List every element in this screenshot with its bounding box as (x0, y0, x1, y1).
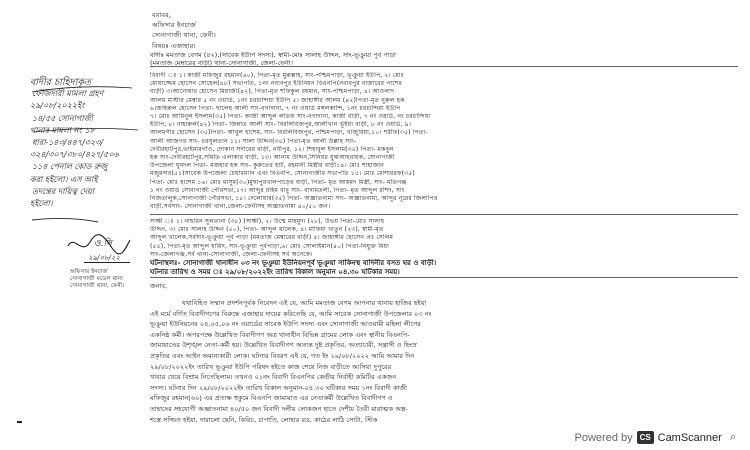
accused-line: পিতা- মোঃ হাশেম ১৬। মোঃ মাসুম(৩০)মুছাপুরখালপাড়ের বাড়ী, পিতা- মৃত আহমদ মিস্ত্রী, সাং- মতিগঞ্জ (150, 178, 407, 186)
body-text-line: প্রকৃতির এবং আইন অমান্যকারী লোক। ঘটনার বিবরণ এই যে, গত ইং ২৯/০৮/২০২২ আমি আমার দিন (150, 352, 415, 360)
camscanner-footer (575, 431, 736, 444)
section-divider (150, 277, 738, 278)
handwriting-strokes (28, 70, 148, 240)
body-text-line: ২৯/০৮/২০২২ইং তারিখ ভূঞুয়া ইউপি পরিষদ হইতে কাজ শেষে নিজ বাড়ীতে আসিয়া দুপুরের (150, 362, 392, 371)
signature-date: ২৯/০৮/২২ (88, 254, 121, 262)
complainant-line: বাদীঃ মমতাজ বেগম (৪২),(সাবেক ইউপি সদস্য), স্বামী-মোঃ সালাহ উদ্দিন, সাং-ভূঞুয়া পূর্ব পাড়া (150, 52, 396, 59)
accused-line: আলী আজগর সাং- চরসুলতান ১১। সালা উদ্দিন(৩৫) পিতা-মৃত আলী উল্লাহ সাং- (150, 137, 357, 145)
section-divider (150, 66, 738, 67)
handwritten-note-line: থানার মামলা নং ১৮ (30, 125, 95, 135)
accused-line: হক সাং-দেবীরহাটপুর,সমিতি এলাকার বাড়ী, ১৩। আনাম উদ্দিন,সিনিয়র যুগ্মআহবায়ক, সোনাগাজী (150, 154, 395, 161)
accused-line: বাড়ী) ৩।আনোয়ার হোসেন মিয়াজী(৪২), পিতা-মৃত শফিকুল রহমান, সাং-পশ্চিমপাড়া, ৪। আওলাদ (150, 88, 395, 96)
camscanner-brand: CamScanner (657, 431, 722, 444)
body-text-line: মফিজুর রহমান(৬০) এর প্রত্যক্ষ হুকুমে বিএনপি জামায়াত এর নেতাকর্মী উল্লেখিত বিবাদীগণ ও (150, 394, 393, 403)
complainant-line: (মমতাজ মেম্বারের বাড়ী) থানা-সোনাগাজী, জেলা-ফেনী। (150, 60, 293, 67)
body-text-line: একনিষ্ঠ কর্মী। অপরপক্ষে উল্লেখিত বিবাদীগণ অত্র থানাধীন বিভিন্ন গ্রামের লোক এবং স্থানীয় বিএনপি- (150, 330, 410, 339)
body-text-line: এই মর্মে বর্ণিত বিবাদীগণের বিরুদ্ধে এজাহার দায়ের করিতেছি যে, আমি সাবেক সোনাগাজী উপজেলার ০৩ নং (150, 309, 432, 318)
witness-line: (৫৫), পিতা-মৃত আব্দুল হামিদ, সাং-ভূঞুয়া পূর্বপাড়া,৬। মোঃ সোলাইমান(৪০) পিতা-নিযুক্ত মিয়া (150, 242, 390, 250)
magnifier-icon: ⌕ (729, 431, 736, 443)
witness-line: উদ্দিন, ৩। মোঃ সালাহ উদ্দিন (৫০), পিতা- আব্দুল মালেক, ৪। মাফিয়া খাতুন (২৩), স্বামী-মৃত (150, 226, 384, 234)
accused-line: আলম মাস্টার মেম্বার ৫ নং ওয়ার্ড, ১নং চরচান্দিয়া ইউপি ৫। জাহাঙ্গীর আলম (৪২)পিতা-মৃত নুরুল হক (150, 96, 405, 104)
witness-line: সাক্ষী ঃ ১। নাছরিন সুলতানা (৩৮) (সাক্ষী), ২। উম্মে মাহমুদা (২৮), উভয় পিতা-মোঃ সালাহ (150, 218, 385, 225)
subject-line: বিষয়ঃ এজাহার। (152, 42, 196, 50)
accused-line: বিবাদী ঃ ১। কাজী মফিজুর রহমান(৬০), পিতা-মৃত মুরুল্লাহ, সাং-পশ্চিমপাড়া, ভূঞুয়া ইউপি, ২। মোঃ (150, 72, 405, 79)
witness-line: সাং-জেলাগঞ্জ,সর্ব থানা-সোনাগাজী, জেলা-ফেনীসহ সর্ব অনেকে। (150, 250, 313, 258)
handwritten-note-line: তদন্তের দায়িত্ব দেয়া (32, 186, 95, 196)
handwritten-note-line: ৩২৪/৩০৭/৩৮০/৪২৭/৫০৬ (30, 150, 119, 160)
handwritten-note-line: হইলো। (30, 199, 53, 208)
accused-line: মোয়াজ্জেম হোসেন সোহেল(৪৮) সভাপতি, ১নং নবাবপুর ইউনিয়ন বিএনপি(নবাবপুর বাজারের পাশের (150, 80, 403, 88)
handwritten-note-line: করা হইলো। এস আই (30, 174, 98, 184)
camscanner-logo-icon: CS (637, 431, 654, 444)
body-text-line: ভূঞুয়া ইউনিয়নের ০৪,০৫,০৬ নং ওয়ার্ডের সাবেক ইউপি সদস্য এবং সোনাগাজী আওয়ামী মহিলা লীগের (150, 320, 421, 329)
addressee-line: বরাবর, (152, 11, 172, 19)
body-text-line: তাহাদের সহযোগী অজ্ঞাতনামা ৪০/৫০ জন বিবাদী দলীয় লোকজন হাতে দেশীয় তৈরী মারাত্মক অস্ত্র- (150, 405, 408, 413)
body-text-line: সদস্য। ঘটনার দিন ২৯/০৮/২০২২ইং তারিখ বিকাল অনুমান-০৪.৩০ ঘটিকার সময় ১নং বিবাদী কাজী (150, 383, 408, 392)
witness-line: আব্দুল খালেক,সর্বসাং-ভূঞুয়া পূর্ব পাড়া (মমতাজ মেম্বারের বাড়ী) ৫। জাহাঙ্গীর হোসেন প্রঃ সেলিম (150, 234, 394, 242)
incident-time: ঘটনার তারিখ ও সময় ঃ ২৯/০৮/২০২২ইং তারিখ বিকাল অনুমান ০৪.৩০ ঘটিকার সময়। (150, 268, 400, 276)
handwritten-note-line: ২৯/০৮/২০২২ইং (30, 101, 85, 111)
body-text-line: শস্ত্রে সজ্জিত হইয়া, দারালো ছেনি, কিরিচ, চাপাতি, লোহার রড, কাঠের লাঠি সোটা, স্টিক (150, 415, 378, 424)
accused-line: বাড়ী,সর্বসাং- সোনাগাজী থানা,জেলা-ফেনীসহ অজ্ঞাতনামা ৪০/৫০ জন। (150, 203, 331, 211)
stamp-line: অফিসার ইনচার্জ (70, 269, 108, 275)
accused-line: ৬।জহিরুল হোসেন পিতা- ছালেহ আলী সাং-বগাদানা, ৭ নং ওয়ার্ড মঙ্গলকান্দি, ১নং চরচান্দিয়া ইউপি (150, 104, 401, 112)
signature: ও.সি (94, 239, 113, 249)
handwritten-note-line: বাদীর চাহিদাকৃত (30, 77, 92, 88)
body-text-line: যথাবিহিত সম্মান প্রদর্শনপূর্বক নিবেদন এই যে, আমি মমতাজ বেগম আপনার থানায় হাজির হইয়া (182, 299, 427, 307)
addressee-line: অফিসার ইনচার্জ (152, 21, 197, 29)
incident-place: ঘটনাস্থলঃ- সোনাগাজী থানাধীন ০৩ নং ভূঞুয়া ইউনিয়নপূর্ব ভূঞুয়া সাকিনস্থ বাদিনীর বসত ঘর ও বাড়ী। (150, 259, 437, 267)
stamp-line: সোনাগাজী মডেল থানা (70, 276, 123, 282)
handwritten-note-line: ধারা-১৪৩/৪৪৭/৩২৩/ (32, 138, 104, 147)
accused-line: উপজেলা যুবদল পিতা- মজহার হক সাং- কুরুতের হাট, রহমানী মিস্ত্রীর বাড়ী১৪। মোঃ শাহাজান (150, 162, 385, 170)
scan-mark (17, 421, 22, 423)
handwritten-note-line: ফৌজদারী মামলা গ্রহণ (32, 89, 104, 99)
body-text-line: জামায়াতের উশৃঙ্খল নেতা-কর্মী হয়। উল্লেখিত বিবাদীগণ অত্যন্ত দুষ্ট প্রকৃতির, অত্যাচারী, সন্ত্রাসী ও হিংস্র (150, 341, 417, 350)
salutation: জনাব, (150, 283, 168, 290)
stamp-line: সোনাগাজী থানা, ফেনী। (70, 283, 125, 289)
body-text-line: খাবার খেয়ে বিশ্রাম নিতেছিলাম। তখনও ০১নং বিবাদী বিএনপির কেন্দ্রীয় নির্বাহী কমিটির একজন (150, 373, 397, 382)
accused-line: দেবীরহাটপুর,ভাইমারগাঁও, দোকান সর্দারের বাড়ী, নবীপুর, ১২। শিহাবুল ইসলাম(৩৫) পিতা- মকবুল (150, 145, 394, 153)
accused-line: ৭। মোঃ আমিনুল ইসলাম(৩৫) পিতা- কাজী আব্দুল লতিফ সাং-বগাদানা, কাজী বাড়ী, ৭ নং ওয়ার্ড, নং চরচান্দিয়া (150, 113, 431, 120)
handwritten-note-line: ১৪/৫৫ সোনাগাজী (32, 113, 93, 123)
powered-by-label: Powered by (574, 431, 633, 444)
accused-line: ইউপি, ৮। বাহারুল(৪২) পিতা- জিন্নাত আলী সাং- বিরলিবিজপুর,আলীখান ভূঁইয়া বাড়ী, ৮ নং ওয়ার্ড, ৯। (150, 121, 412, 129)
handwritten-note-line: ১১৪ পেনাল কোড রুজু (32, 162, 108, 172)
accused-line: আলমগীর হোসেন (৩৫)পিতা- আবুল হাশেম, সাং- বিরলিবিজপুর, পশ্চিমপাড়া, খাজুরিয়া,১০। শরীফ(৩৫) পিতা- (150, 129, 428, 137)
addressee-line: সোনাগাজী থানা, ফেনী। (152, 31, 217, 39)
accused-line: ১ নং ওয়ার্ড সোনাগাজী পৌরসভা,১৭। আব্দুর রহিম বাবু সাং- বাদামতলী, পিতা- মৃত আব্দুল রশিদ, সাং (150, 186, 405, 194)
section-divider (150, 214, 738, 215)
signature-underline (84, 262, 130, 263)
accused-line: নিজতালুক,সোনাগাজী পৌরসভা, ১৮। দেলোয়ার(৩৫) পিতা- অজ্ঞাতনামা সাং- অজ্ঞাতনামা, আব্দুর নূরের জিলাপির (150, 195, 438, 202)
accused-line: মজুমদার(৫১)সাবেক উপজেলা চেয়ারম্যান এবং বিএনপি, সোনাগাজীর সভাপতি ১৫। মোঃ মোশাররফ(৩৫) (150, 170, 415, 178)
